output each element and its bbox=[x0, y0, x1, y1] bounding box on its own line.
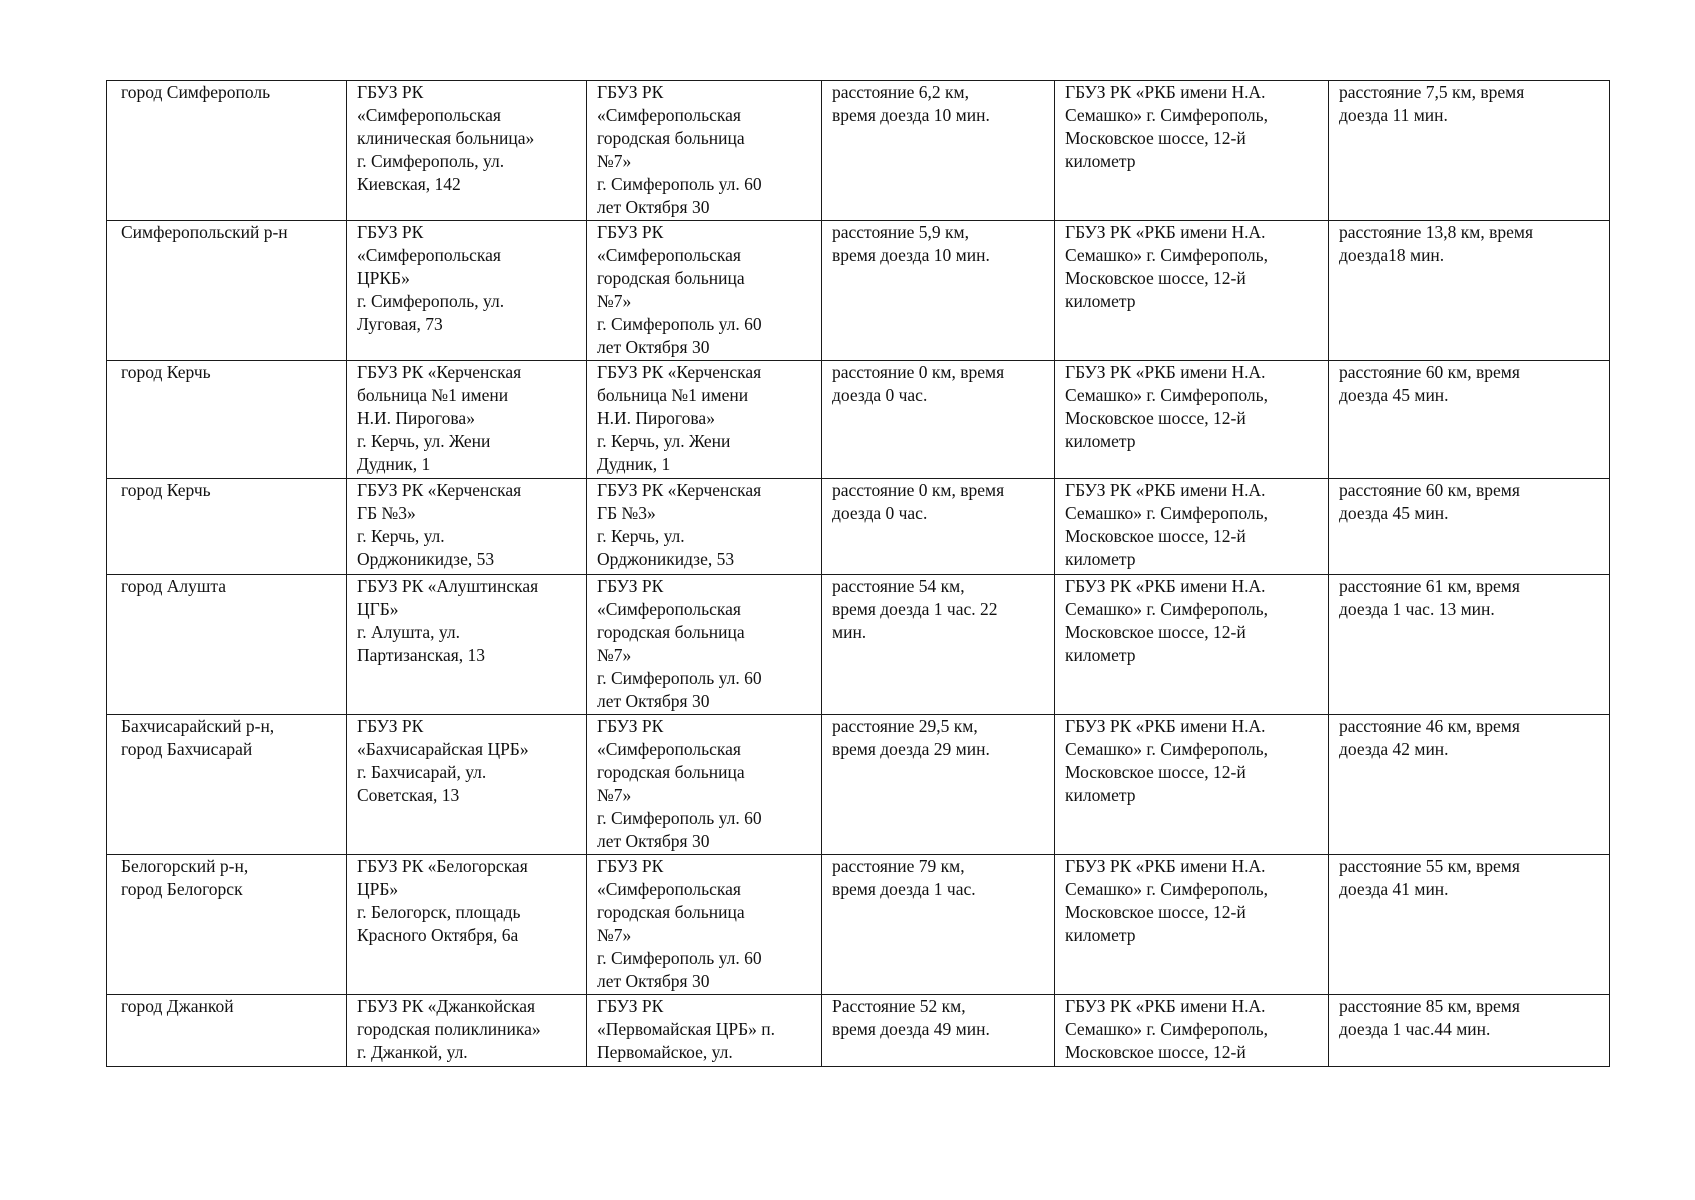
tertiary-distance-cell: расстояние 46 км, время доезда 42 мин. bbox=[1329, 715, 1610, 855]
region-cell: город Керчь bbox=[107, 479, 347, 575]
tertiary-distance-cell: расстояние 55 км, время доезда 41 мин. bbox=[1329, 855, 1610, 995]
hospital-routing-table bbox=[106, 80, 1610, 1067]
tertiary-hospital-cell: ГБУЗ РК «РКБ имени Н.А. Семашко» г. Симферополь, Московское шоссе, 12-й километр bbox=[1055, 361, 1329, 479]
secondary-hospital-cell: ГБУЗ РК «Первомайская ЦРБ» п. Первомайское, ул. bbox=[587, 995, 822, 1067]
secondary-hospital-cell: ГБУЗ РК «Симферопольская городская больница №7» г. Симферополь ул. 60 лет Октября 30 bbox=[587, 715, 822, 855]
primary-hospital-cell: ГБУЗ РК «Алуштинская ЦГБ» г. Алушта, ул. Партизанская, 13 bbox=[347, 575, 587, 715]
tertiary-distance-cell: расстояние 13,8 км, время доезда18 мин. bbox=[1329, 221, 1610, 361]
tertiary-hospital-cell: ГБУЗ РК «РКБ имени Н.А. Семашко» г. Симферополь, Московское шоссе, 12-й километр bbox=[1055, 479, 1329, 575]
region-cell: город Алушта bbox=[107, 575, 347, 715]
secondary-distance-cell: расстояние 0 км, время доезда 0 час. bbox=[822, 361, 1055, 479]
region-cell: Бахчисарайский р-н, город Бахчисарай bbox=[107, 715, 347, 855]
table-row bbox=[107, 575, 1610, 715]
secondary-distance-cell: расстояние 5,9 км, время доезда 10 мин. bbox=[822, 221, 1055, 361]
tertiary-distance-cell: расстояние 60 км, время доезда 45 мин. bbox=[1329, 361, 1610, 479]
region-cell: Белогорский р-н, город Белогорск bbox=[107, 855, 347, 995]
tertiary-hospital-cell: ГБУЗ РК «РКБ имени Н.А. Семашко» г. Симферополь, Московское шоссе, 12-й километр bbox=[1055, 855, 1329, 995]
region-cell: Симферопольский р-н bbox=[107, 221, 347, 361]
tertiary-hospital-cell: ГБУЗ РК «РКБ имени Н.А. Семашко» г. Симферополь, Московское шоссе, 12-й километр bbox=[1055, 575, 1329, 715]
region-cell: город Симферополь bbox=[107, 81, 347, 221]
table-row bbox=[107, 855, 1610, 995]
secondary-hospital-cell: ГБУЗ РК «Симферопольская городская больница №7» г. Симферополь ул. 60 лет Октября 30 bbox=[587, 855, 822, 995]
primary-hospital-cell: ГБУЗ РК «Керченская больница №1 имени Н.И. Пирогова» г. Керчь, ул. Жени Дудник, 1 bbox=[347, 361, 587, 479]
tertiary-distance-cell: расстояние 61 км, время доезда 1 час. 13 мин. bbox=[1329, 575, 1610, 715]
primary-hospital-cell: ГБУЗ РК «Симферопольская ЦРКБ» г. Симферополь, ул. Луговая, 73 bbox=[347, 221, 587, 361]
secondary-distance-cell: расстояние 6,2 км, время доезда 10 мин. bbox=[822, 81, 1055, 221]
secondary-distance-cell: расстояние 29,5 км, время доезда 29 мин. bbox=[822, 715, 1055, 855]
secondary-hospital-cell: ГБУЗ РК «Керченская больница №1 имени Н.И. Пирогова» г. Керчь, ул. Жени Дудник, 1 bbox=[587, 361, 822, 479]
table-row bbox=[107, 479, 1610, 575]
region-cell: город Керчь bbox=[107, 361, 347, 479]
primary-hospital-cell: ГБУЗ РК «Джанкойская городская поликлиника» г. Джанкой, ул. bbox=[347, 995, 587, 1067]
tertiary-hospital-cell: ГБУЗ РК «РКБ имени Н.А. Семашко» г. Симферополь, Московское шоссе, 12-й километр bbox=[1055, 221, 1329, 361]
secondary-distance-cell: расстояние 0 км, время доезда 0 час. bbox=[822, 479, 1055, 575]
secondary-hospital-cell: ГБУЗ РК «Симферопольская городская больница №7» г. Симферополь ул. 60 лет Октября 30 bbox=[587, 221, 822, 361]
tertiary-distance-cell: расстояние 60 км, время доезда 45 мин. bbox=[1329, 479, 1610, 575]
tertiary-distance-cell: расстояние 7,5 км, время доезда 11 мин. bbox=[1329, 81, 1610, 221]
table-row bbox=[107, 221, 1610, 361]
primary-hospital-cell: ГБУЗ РК «Бахчисарайская ЦРБ» г. Бахчисарай, ул. Советская, 13 bbox=[347, 715, 587, 855]
secondary-distance-cell: расстояние 79 км, время доезда 1 час. bbox=[822, 855, 1055, 995]
table-row bbox=[107, 361, 1610, 479]
secondary-distance-cell: расстояние 54 км, время доезда 1 час. 22 мин. bbox=[822, 575, 1055, 715]
tertiary-hospital-cell: ГБУЗ РК «РКБ имени Н.А. Семашко» г. Симферополь, Московское шоссе, 12-й километр bbox=[1055, 715, 1329, 855]
primary-hospital-cell: ГБУЗ РК «Керченская ГБ №3» г. Керчь, ул. Орджоникидзе, 53 bbox=[347, 479, 587, 575]
secondary-hospital-cell: ГБУЗ РК «Симферопольская городская больница №7» г. Симферополь ул. 60 лет Октября 30 bbox=[587, 81, 822, 221]
tertiary-hospital-cell: ГБУЗ РК «РКБ имени Н.А. Семашко» г. Симферополь, Московское шоссе, 12-й километр bbox=[1055, 81, 1329, 221]
table-row bbox=[107, 995, 1610, 1067]
table-row bbox=[107, 715, 1610, 855]
tertiary-hospital-cell: ГБУЗ РК «РКБ имени Н.А. Семашко» г. Симферополь, Московское шоссе, 12-й bbox=[1055, 995, 1329, 1067]
primary-hospital-cell: ГБУЗ РК «Симферопольская клиническая больница» г. Симферополь, ул. Киевская, 142 bbox=[347, 81, 587, 221]
table-row bbox=[107, 81, 1610, 221]
region-cell: город Джанкой bbox=[107, 995, 347, 1067]
tertiary-distance-cell: расстояние 85 км, время доезда 1 час.44 мин. bbox=[1329, 995, 1610, 1067]
secondary-hospital-cell: ГБУЗ РК «Керченская ГБ №3» г. Керчь, ул. Орджоникидзе, 53 bbox=[587, 479, 822, 575]
primary-hospital-cell: ГБУЗ РК «Белогорская ЦРБ» г. Белогорск, площадь Красного Октября, 6а bbox=[347, 855, 587, 995]
secondary-hospital-cell: ГБУЗ РК «Симферопольская городская больница №7» г. Симферополь ул. 60 лет Октября 30 bbox=[587, 575, 822, 715]
secondary-distance-cell: Расстояние 52 км, время доезда 49 мин. bbox=[822, 995, 1055, 1067]
